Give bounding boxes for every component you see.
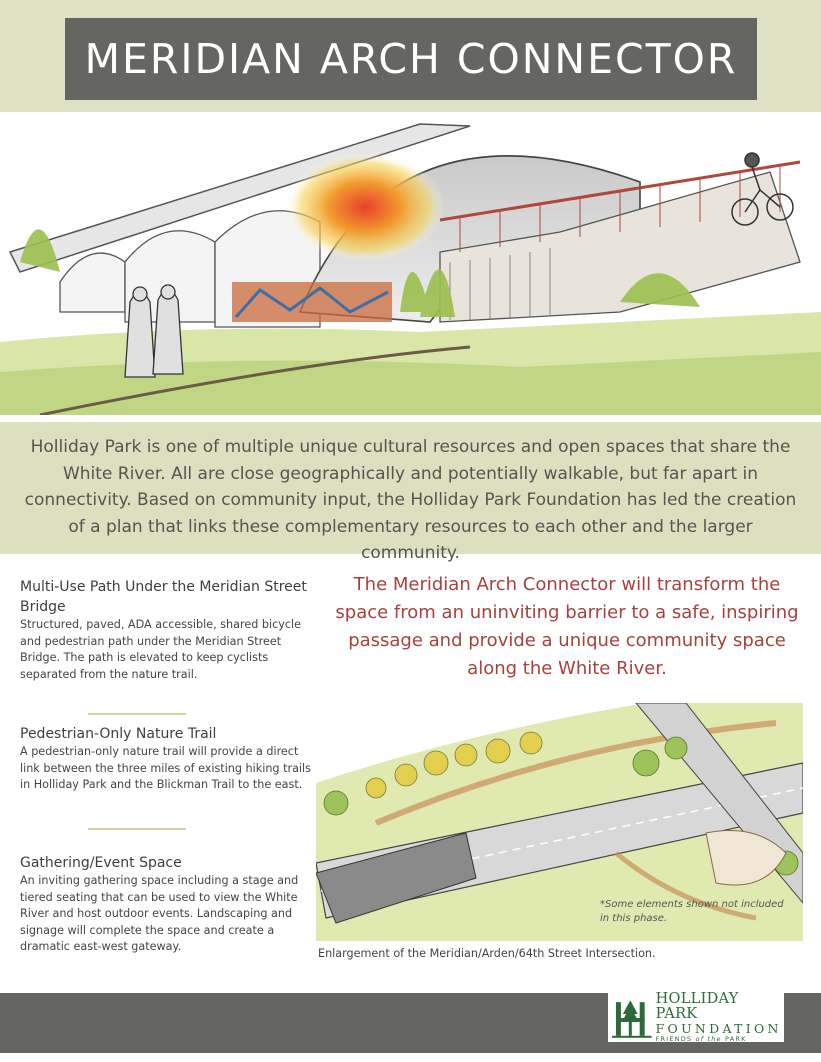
- foundation-logo: [608, 990, 784, 1043]
- feature-heading: Gathering/Event Space: [20, 855, 182, 871]
- callout-statement: The Meridian Arch Connector will transform the space from an uninviting barrier to a safe, inspiring passage and provide a unique community space along the White River.: [335, 574, 799, 679]
- logo-foundation: FOUNDATION: [655, 1020, 782, 1036]
- tree-h-icon: [612, 996, 652, 1040]
- title-box: [65, 18, 757, 100]
- tagline-of-the: of the: [695, 1034, 722, 1043]
- logo-tagline: [656, 1035, 784, 1044]
- feature-nature-trail: [20, 724, 320, 794]
- feature-gathering-space: [20, 853, 300, 956]
- intro-paragraph: Holliday Park is one of multiple unique cultural resources and open spaces that share the White River. All are close geographically and potentially walkable, but far apart in connectivity. Based on community input, the Holliday Park Foundation has led the creation of a plan that links these complementary resources to each other and the larger community.: [24, 437, 797, 563]
- feature-heading: Multi-Use Path Under the Meridian Street Bridge: [20, 579, 307, 615]
- feature-heading: Pedestrian-Only Nature Trail: [20, 726, 217, 742]
- divider: [88, 828, 186, 830]
- bridge-illustration: [0, 112, 821, 415]
- logo-name: HOLLIDAY PARK: [655, 990, 739, 1022]
- divider: [88, 713, 186, 715]
- feature-multi-use-path: [20, 577, 320, 683]
- page-title: MERIDIAN ARCH CONNECTOR: [84, 35, 738, 83]
- aerial-caption: Enlargement of the Meridian/Arden/64th Street Intersection.: [318, 947, 656, 960]
- tagline-friends: FRIENDS: [655, 1034, 696, 1043]
- feature-body: Structured, paved, ADA accessible, shared bicycle and pedestrian path under the Meridian Street Bridge. The path is elevated to keep cyclists separated from the nature trail.: [20, 618, 302, 681]
- logo-text: [656, 992, 784, 1044]
- tagline-park: PARK: [721, 1034, 747, 1043]
- bridge-sketch: [0, 112, 821, 415]
- feature-body: A pedestrian-only nature trail will provide a direct link between the three miles of existing hiking trails in Holliday Park and the Blickman Trail to the east.: [20, 745, 311, 791]
- feature-body: An inviting gathering space including a stage and tiered seating that can be used to view the White River and host outdoor events. Landscaping and signage will complete the space and create a dramatic east-west gateway.: [20, 874, 299, 953]
- aerial-note: *Some elements shown not included in this phase.: [600, 899, 784, 924]
